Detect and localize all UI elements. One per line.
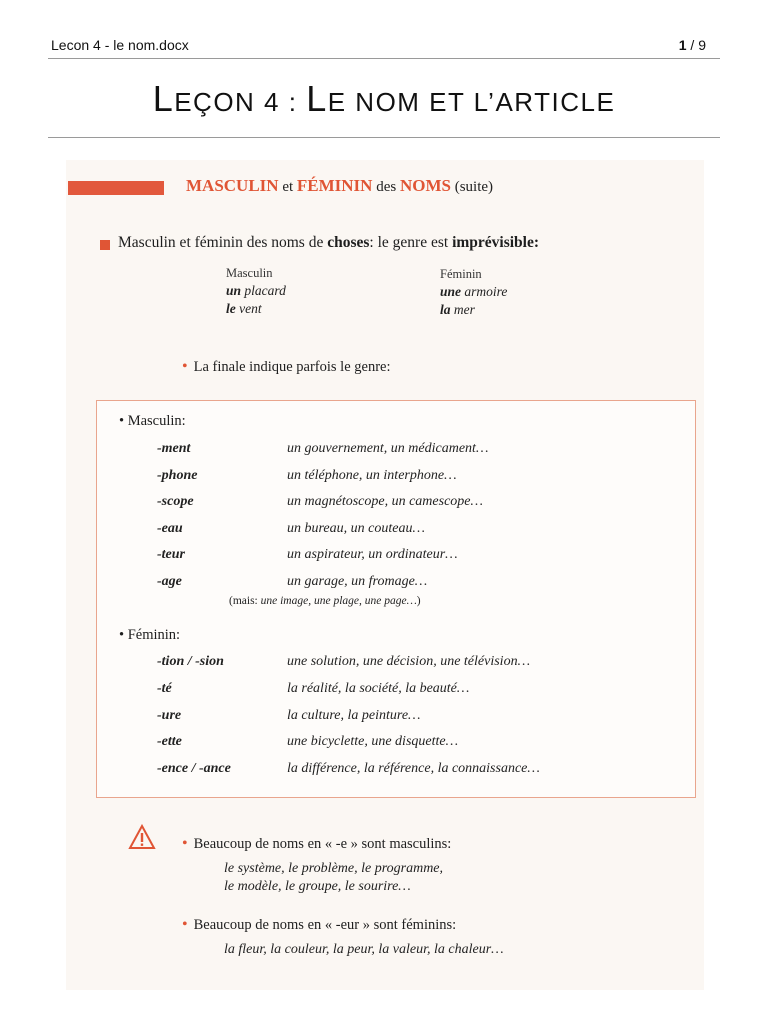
feminin-category-title: • Féminin:: [119, 627, 181, 643]
suffix-row: [157, 681, 677, 703]
intro-line: [118, 234, 539, 252]
note-open: (mais:: [229, 595, 261, 607]
page-total: 9: [698, 37, 706, 53]
masculin-label: Masculin: [226, 266, 273, 280]
article: la: [440, 302, 451, 317]
article: un: [226, 283, 242, 298]
suffix: -té: [157, 680, 172, 696]
intro-text-a: Masculin et féminin des noms de: [118, 234, 328, 251]
note-text: une image, une plage, une page…: [260, 595, 417, 607]
section-heading: [186, 176, 493, 196]
noun: vent: [235, 301, 262, 316]
suffix-row: [157, 494, 677, 516]
intro-text-b: : le genre est: [369, 234, 453, 251]
suffix-examples: un aspirateur, un ordinateur…: [287, 547, 458, 562]
warning-feminin-text: Beaucoup de noms en « -eur » sont féminins:: [193, 917, 457, 933]
title-initial: L: [152, 78, 175, 119]
suffix-examples: un bureau, un couteau…: [287, 520, 425, 536]
heading-et: et: [278, 179, 297, 195]
suffix: -tion / -sion: [157, 654, 224, 669]
suffix-examples: une solution, une décision, une télévision…: [287, 654, 531, 669]
suffix-examples: un magnétoscope, un camescope…: [287, 494, 483, 509]
article: une: [440, 284, 462, 299]
document-filename: Lecon 4 - le nom.docx: [51, 37, 189, 53]
title-divider: [48, 137, 720, 138]
title-part-1: EÇON 4 :: [174, 87, 307, 117]
suffix: -ure: [157, 707, 182, 723]
finale-line: [182, 358, 391, 376]
title-part-2: E NOM ET L’ARTICLE: [327, 87, 616, 117]
heading-accent-bar: [68, 181, 164, 195]
feminin-example-2: [440, 301, 507, 319]
heading-des: des: [372, 179, 400, 195]
bullet-dot-icon: •: [182, 916, 188, 933]
noun: mer: [450, 302, 475, 317]
suffix-row: [157, 547, 677, 569]
suffix: -teur: [157, 547, 185, 562]
suffix-row: [157, 761, 677, 783]
note-close: ): [416, 595, 421, 607]
masculin-example-1: [226, 282, 286, 300]
page-separator: /: [686, 37, 699, 53]
page-current: 1: [678, 37, 687, 53]
suffix-examples: un téléphone, un interphone…: [287, 467, 457, 483]
warning-feminin-line: [182, 916, 456, 934]
suffix: -age: [157, 573, 182, 589]
intro-colon: :: [533, 234, 540, 251]
bullet-dot-icon: •: [182, 835, 188, 852]
warning-masculin-examples-1: le système, le problème, le programme,: [224, 861, 444, 876]
suffix-examples: la réalité, la société, la beauté…: [287, 680, 470, 696]
feminin-label: Féminin: [440, 267, 482, 281]
suffix: -scope: [157, 494, 194, 509]
suffix-row: [157, 654, 677, 676]
suffix-examples: un garage, un fromage…: [287, 573, 428, 589]
suffix-row: [157, 441, 677, 463]
feminin-column: [440, 265, 507, 319]
masculin-category-title: • Masculin:: [119, 413, 186, 429]
article: le: [226, 301, 236, 316]
heading-masculin: MASCULIN: [186, 176, 279, 195]
noun: armoire: [461, 284, 508, 299]
masculin-column: [226, 264, 286, 318]
noun: placard: [241, 283, 286, 298]
suffix-row: [157, 574, 677, 596]
finale-text: La finale indique parfois le genre:: [193, 359, 391, 375]
heading-noms: NOMS: [399, 176, 451, 195]
warning-masculin-line: [182, 835, 451, 853]
suffix: -ment: [157, 441, 191, 456]
intro-imprevisible: imprévisible: [452, 234, 534, 251]
suffix: -eau: [157, 520, 183, 536]
suffix-row: [157, 521, 677, 543]
page-counter: [679, 37, 706, 53]
suffix-examples: une bicyclette, une disquette…: [287, 734, 459, 750]
suffix-row: [157, 734, 677, 756]
suffix-box: [96, 400, 696, 798]
scanned-page: [66, 160, 704, 990]
square-bullet-icon: [100, 240, 110, 250]
title-initial-2: L: [306, 78, 328, 119]
suffix-examples: un gouvernement, un médicament…: [287, 441, 489, 456]
warning-triangle-icon: [128, 824, 156, 850]
warning-masculin-text: Beaucoup de noms en « -e » sont masculins:: [193, 836, 452, 852]
masculin-example-2: [226, 300, 286, 318]
suffix: -ence / -ance: [157, 761, 231, 777]
suffix-examples: la différence, la référence, la connaissance…: [287, 761, 540, 777]
bullet-dot-icon: •: [182, 358, 188, 375]
warning-feminin-examples: la fleur, la couleur, la peur, la valeur, la chaleur…: [224, 942, 504, 957]
warning-masculin-examples-2: le modèle, le groupe, le sourire…: [224, 879, 411, 894]
heading-suite: (suite): [450, 179, 494, 195]
suffix-row: [157, 468, 677, 490]
masculin-exception-note: [229, 595, 421, 607]
suffix-row: [157, 708, 677, 730]
suffix-examples: la culture, la peinture…: [287, 707, 421, 723]
heading-feminin: FÉMININ: [296, 176, 373, 195]
feminin-example-1: [440, 283, 507, 301]
intro-choses: choses: [327, 234, 370, 251]
page-title: [0, 78, 768, 120]
header-divider: [48, 58, 720, 59]
suffix: -phone: [157, 467, 198, 483]
suffix: -ette: [157, 734, 182, 750]
